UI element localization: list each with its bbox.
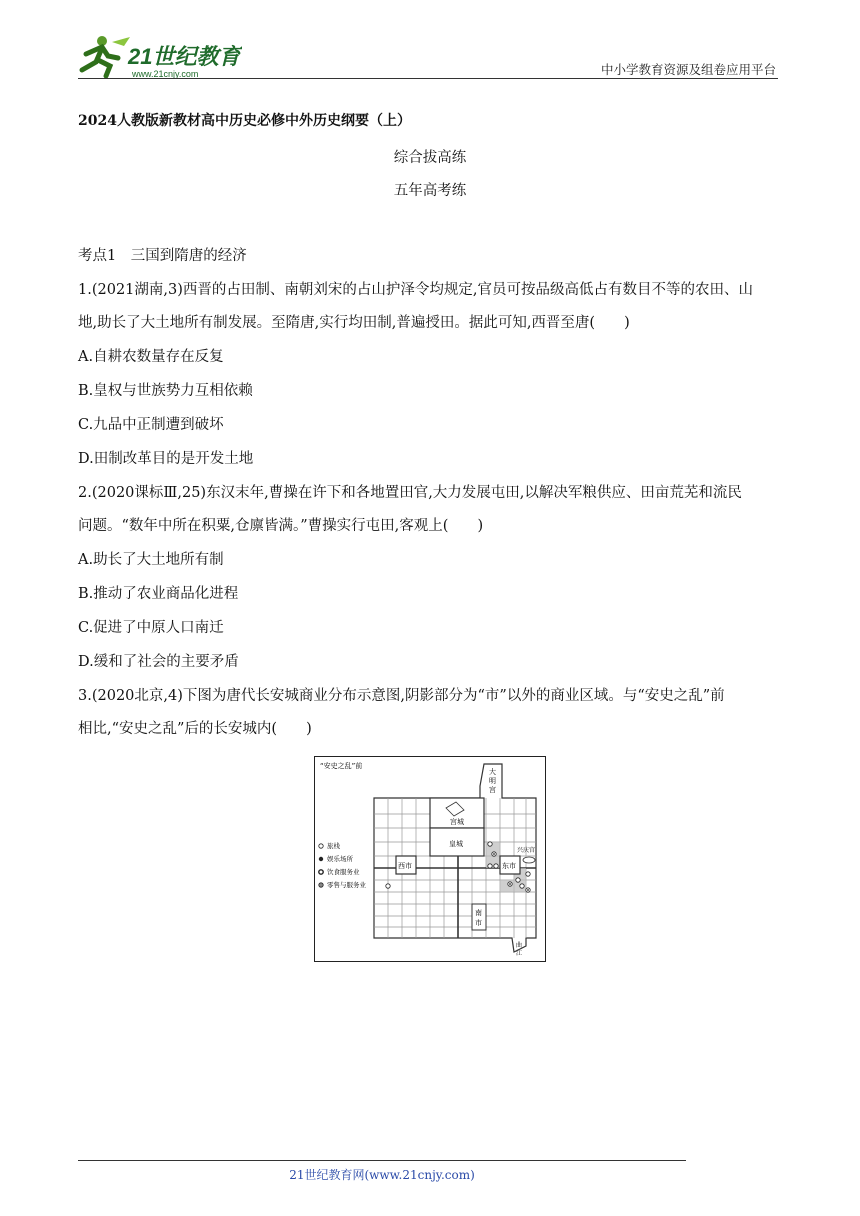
legend-inn: 旅栈 bbox=[327, 842, 340, 850]
daminggong-label-1: 大 bbox=[489, 768, 496, 776]
footer-link[interactable]: 21世纪教育网(www.21cnjy.com) bbox=[289, 1168, 475, 1182]
q1-stem-line2: 地,助长了大土地所有制发展。至隋唐,实行均田制,普遍授田。据此可知,西晋至唐( ) bbox=[78, 315, 630, 331]
huangcheng-label: 皇城 bbox=[449, 840, 463, 848]
footer-divider bbox=[78, 1160, 686, 1161]
daminggong-label-2: 明 bbox=[489, 777, 496, 785]
nanshi-label-2: 市 bbox=[475, 919, 482, 927]
q1-option-d: D.田制改革目的是开发土地 bbox=[78, 451, 254, 467]
dongshi-label: 东市 bbox=[502, 862, 516, 870]
site-logo bbox=[72, 34, 242, 80]
q2-stem-line1: 2.(2020课标Ⅲ,25)东汉末年,曹操在许下和各地置田官,大力发展屯田,以解决军粮供应、田亩荒芜和流民 bbox=[78, 485, 742, 501]
header-divider bbox=[78, 78, 778, 79]
nanshi-label-1: 南 bbox=[475, 909, 482, 917]
legend-food-service: 饮食服务业 bbox=[327, 868, 360, 876]
q1-option-c: C.九品中正制遭到破坏 bbox=[78, 417, 224, 433]
section-heading: 考点1 三国到隋唐的经济 bbox=[78, 248, 247, 264]
document-title: 2024人教版新教材高中历史必修中外历史纲要（上） bbox=[78, 113, 411, 129]
runner-icon bbox=[82, 36, 130, 76]
subtitle-five-year: 五年高考练 bbox=[393, 183, 467, 199]
qujiang-label-2: 江 bbox=[516, 950, 523, 957]
q2-option-a: A.助长了大土地所有制 bbox=[78, 552, 224, 568]
gongcheng-label: 宫城 bbox=[450, 818, 464, 826]
xishi-label: 西市 bbox=[398, 862, 412, 870]
q2-option-b: B.推动了农业商品化进程 bbox=[78, 586, 239, 602]
changan-commerce-map bbox=[314, 756, 546, 962]
daminggong-label-3: 宫 bbox=[489, 786, 496, 794]
q2-stem-line2: 问题。“数年中所在积粟,仓廪皆满。”曹操实行屯田,客观上( ) bbox=[78, 518, 484, 534]
qujiang-label-1: 曲 bbox=[516, 942, 523, 949]
subtitle-comprehensive: 综合拔高练 bbox=[393, 150, 467, 166]
q1-option-a: A.自耕农数量存在反复 bbox=[78, 349, 224, 365]
legend-entertainment: 娱乐场所 bbox=[327, 855, 353, 863]
q1-option-b: B.皇权与世族势力互相依赖 bbox=[78, 383, 253, 399]
q2-option-d: D.缓和了社会的主要矛盾 bbox=[78, 654, 239, 670]
logo-url: www.21cnjy.com bbox=[132, 69, 199, 79]
header-platform-text: 中小学教育资源及组卷应用平台 bbox=[600, 62, 776, 77]
logo-text: 21世纪教育 bbox=[128, 44, 241, 69]
xingqinggong-label: 兴庆宫 bbox=[517, 847, 536, 854]
q3-stem-line1: 3.(2020北京,4)下图为唐代长安城商业分布示意图,阴影部分为“市”以外的商业区域。与“安史之乱”前 bbox=[78, 688, 725, 704]
q2-option-c: C.促进了中原人口南迁 bbox=[78, 620, 224, 636]
map-caption: “安史之乱”前 bbox=[320, 762, 363, 770]
legend-retail-service: 零售与服务业 bbox=[327, 881, 366, 889]
q3-stem-line2: 相比,“安史之乱”后的长安城内( ) bbox=[78, 721, 312, 737]
q1-stem-line1: 1.(2021湖南,3)西晋的占田制、南朝刘宋的占山护泽令均规定,官员可按品级高低占有数目不等的农田、山 bbox=[78, 282, 753, 298]
